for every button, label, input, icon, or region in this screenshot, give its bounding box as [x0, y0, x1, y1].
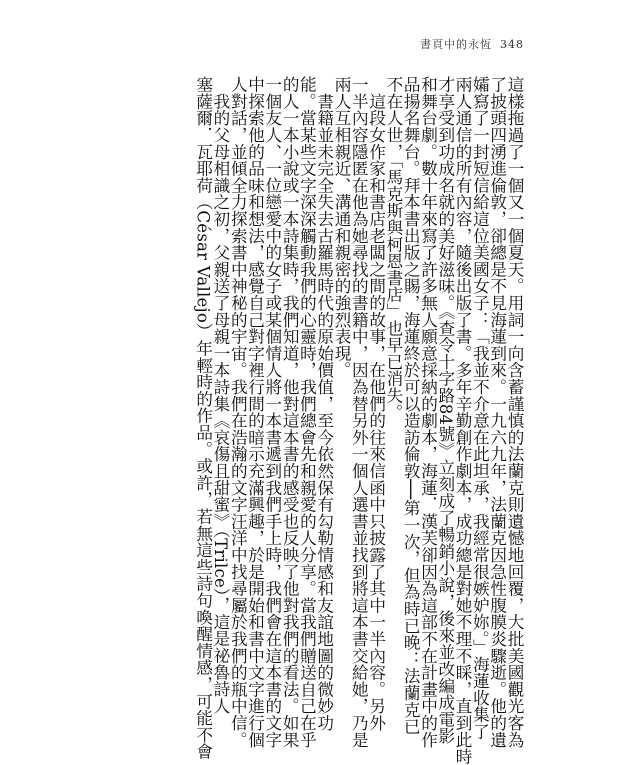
text-column: 了披頭四湧進倫敦，卻總是不見海蓮到來。一九六九年，法蘭克因急性腹膜炎驟逝。他的遺 [487, 76, 507, 748]
text-column: 這樣拖過了一個又一個夏天。用詞一向含蓄謹慎的法蘭克則遺憾地回覆，大批美國觀光客為 [505, 76, 524, 748]
text-column: 一半內容隱匿在他為她尋找的書籍中，因為替另外一個人選書並找到將這本書交給她，乃是 [349, 76, 369, 748]
running-header-title: 書頁中的永恆 [420, 38, 492, 51]
text-column: 不在人世，「馬克斯與柯恩書店」也早已消失。 [383, 76, 403, 421]
text-column: 兩人通信的所有內容，隨後出版了書。多年辛勤創作劇本，成功總是對她不理不睬，直到此時 [453, 76, 473, 765]
vertical-text-body [118, 76, 524, 765]
text-column: 塞薩爾．瓦耶荷（César Vallejo）年輕時的作品。或許，若無這些詩句喚醒情感，可能不會 [193, 76, 213, 760]
text-column: 中探索他的品味和想法，感覺自己對字裡行間的暗示充滿興趣，於是開始和書中文字進行個 [245, 76, 265, 748]
text-column: 一個友人、一位戀愛中的女子或某個情人將一本書遞到我們手上時，我們會在這本書的文字 [262, 76, 282, 748]
text-column: 人對話，並傾全力探索書中神秘的宇宙。我們在浩瀚的文字汪洋中找尋屬於我們的瓶中信。 [228, 76, 248, 748]
text-column: 才享受到功成名就的美好滋味。《查令十字路84號》立刻成了暢銷小說，後來並改編成電影 [435, 76, 455, 745]
text-column: 孀寫了一封短信給這位美國女子：「我並不介意在此坦承，我經常很嫉妒妳。」海蓮收集了 [470, 76, 490, 740]
text-column: 的人一本小說或一本詩集時，我們知道，他對這本書的感受也反映了他對我們的看法。如果 [280, 76, 300, 748]
text-column: 能。當某些文字深深觸動我們的心靈時，我們總會先和親愛的人分享。當我們贈送自己在乎 [297, 76, 317, 748]
text-column: 和舞台劇。數十年來寫了許多無人願意採納的劇本，海蓮．漢芙卻因為這部不在計畫中的作 [418, 76, 438, 748]
text-column: 這段女作家和書店老闆之間的故事，在他們的往來信函中只披露了其中一半內容。另外 [366, 76, 386, 732]
page-number: 348 [500, 38, 524, 51]
text-column: 書籍並未完全失去古羅馬時代的原始價值，至今依然保有勾勒情感和友誼地圖的微妙功 [314, 76, 334, 732]
text-column: 品揚名舞台。拜本書出版之賜，海蓮終於可以造訪倫敦──第一次，但為時已晚：法蘭克已 [401, 76, 421, 735]
running-header [420, 36, 524, 52]
text-column: 我的父母相識之初，父親送了母親一本詩集《哀傷且甜蜜》（Trilce），這是祕魯詩人 [210, 76, 230, 715]
text-column: 兩人互相親近、溝通和親密的強烈表現。 [332, 76, 352, 379]
